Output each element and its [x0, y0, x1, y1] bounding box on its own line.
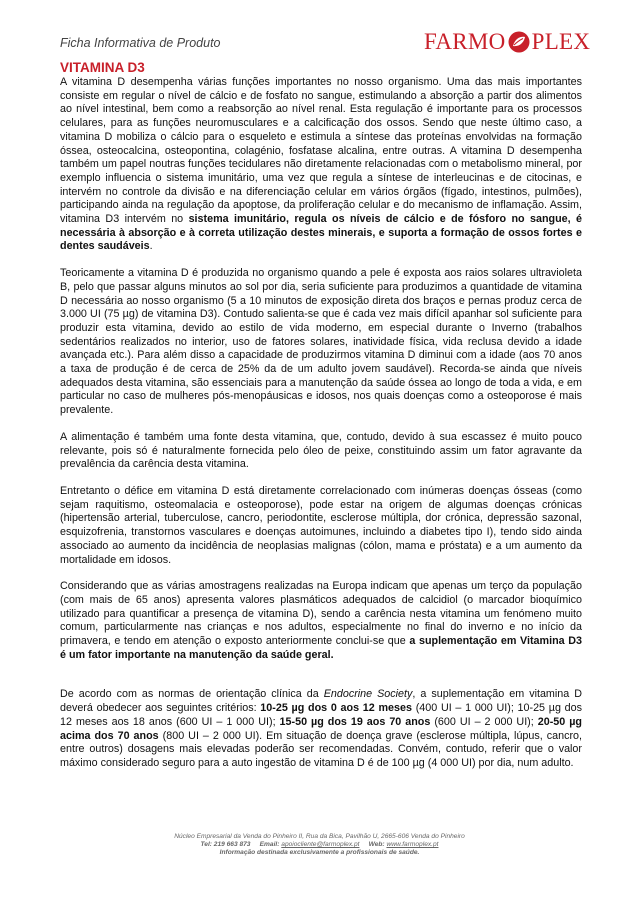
dose-19-70-years: 15-50 µg dos 19 aos 70 anos: [279, 715, 431, 728]
footer-tel: Tel: 219 663 873: [200, 841, 251, 849]
endocrine-society-ref: Endocrine Society: [323, 688, 413, 701]
paragraph-dosage: De acordo com as normas de orientação clínica da Endocrine Society, a suplementação em vitamina D deverá obedecer aos seguintes critérios: 10-25 µg dos 0 aos 12 meses (400 UI – 1 000 UI); 10-25 µg dos 12 meses aos 18 anos (600 UI – 1 000 UI); 15-50 µg dos 19 aos 70 anos (600 UI – 2 000 UI); 20-50 µg acima dos 70 anos (800 UI – 2 000 UI). Em situação de doença grave (esclerose múltipla, lúpus, cancro, entre outros) dosagens mais elevadas poderão ser recomendadas. Convém, contudo, referir que o valor máximo considerado seguro para a auto ingestão de vitamina D é de 100 µg (4 000 UI) por dia, num adulto.: [60, 688, 582, 769]
page-footer: [0, 833, 639, 858]
logo-text-right: PLEX: [531, 29, 591, 54]
leaf-logo-icon: [508, 31, 530, 53]
dose-over-70: 20-50 µg acima dos 70 anos: [60, 715, 582, 742]
footer-web-link[interactable]: www.farmoplex.pt: [386, 841, 439, 849]
document-title: VITAMINA D3: [60, 60, 145, 75]
paragraph-sun-exposure: Teoricamente a vitamina D é produzida no organismo quando a pele é exposta aos raios solares ultravioleta B, pelo que passar alguns minutos ao sol por dia, seria suficiente para produzimos a quantidade de vitamina D necessária ao nosso organismo (5 a 10 minutos de exposição direta dos braços e pernas produz cerca de 3.000 UI (75 µg) de vitamina D3). Contudo salienta-se que é cada vez mais difícil apanhar sol suficiente para produzir esta vitamina, devido ao estilo de vida moderno, em especial durante o Inverno (trabalhos sedentários realizados no interior, uso de fatores solares, inatividade física, vida reclusa devido a idade avançada etc.). Para além disso a capacidade de produzirmos vitamina D diminui com a idade (aos 70 anos a taxa de produção é de cerca de 25% da de um adulto jovem saudável). Recorda-se ainda que níveis adequados desta vitamina, são essenciais para a manutenção da saúde óssea ao longo de toda a vida, e em particular no caso de mulheres pós-menopáusicas e idosos, nos quais doenças como a osteoporose é mais prevalente.: [60, 267, 582, 417]
dose-0-12-months: 10-25 µg dos 0 aos 12 meses: [260, 702, 412, 715]
farmoplex-logo: [424, 30, 590, 54]
paragraph-deficiency: Entretanto o défice em vitamina D está diretamente correlacionado com inúmeras doenças ósseas (como sejam raquitismo, osteomalacia e osteoporose), pode estar na origem de algumas doenças crónicas (hipertensão arterial, tuberculose, cancro, periodontite, esclerose múltipla, dor crónica, depressão sazonal, esquizofrenia, transtornos vasculares e doenças autoimunes, incluindo a diabetes tipo I), tendo sido ainda associado ao aumento da incidência de neoplasias malignas (cólon, mama e próstata) e a um aumento da mortalidade em idosos.: [60, 484, 582, 566]
conclusion-highlight: a suplementação em Vitamina D3 é um fator importante na manutenção da saúde geral.: [60, 635, 582, 661]
intro-highlight: sistema imunitário, regula os níveis de cálcio e de fósforo no sangue, é necessária à absorção e à correta utilização destes minerais, e suporta a formação de ossos fortes e dentes saudáveis: [60, 213, 582, 253]
paragraph-diet: A alimentação é também uma fonte desta vitamina, que, contudo, devido à sua escassez é muito pouco relevante, pois só é naturalmente fornecida pelo óleo de peixe, constituindo assim um fator agravante da prevalência da carência desta vitamina.: [60, 430, 582, 471]
logo-text-left: FARMO: [424, 29, 506, 54]
footer-address: Núcleo Empresarial da Venda do Pinheiro II, Rua da Bica, Pavilhão U, 2665-606 Venda do Pinheiro: [174, 833, 465, 840]
paragraph-intro: A vitamina D desempenha várias funções importantes no nosso organismo. Uma das mais importantes consiste em regular o nível de cálcio e de fosfato no sangue, estimulando a absorção a partir dos alimentos ao nível intestinal, bem como a reabsorção ao nível renal. Esta regulação é importante para os processos celulares, para as funções neuromusculares e a calcificação dos ossos. Sendo que neste último caso, a vitamina D mobiliza o cálcio para o esqueleto e estimula a síntese das proteínas envolvidas na formação óssea, osteocalcina, osteopontina, colagénio, fosfatase alcalina, entre outras. A vitamina D desempenha também um papel noutras funções tecidulares não diretamente relacionadas com o metabolismo mineral, por exemplo influencia o sistema imunitário, uma vez que regula a síntese de interleucinas e de citocinas, e intervém no controle da divisão e na diferenciação celular em vários órgãos (fígado, intestinos, pulmões), participando ainda na regulação da apoptose, da proliferação celular e do mecanismo de inflamação. Assim, vitamina D3 intervém no sistema imunitário, regula os níveis de cálcio e de fósforo no sangue, é necessária à absorção e à correta utilização destes minerais, e suporta a formação de ossos fortes e dentes saudáveis.: [60, 76, 582, 253]
paragraph-conclusion: Considerando que as várias amostragens realizadas na Europa indicam que apenas um terço da população (com mais de 65 anos) apresenta valores plasmáticos adequados de calcidiol (o marcador bioquímico utilizado para quantificar a presença de vitamina D), sendo a carência nesta vitamina um fenómeno muito comum, particularmente nas crianças e nos adultos, especialmente no final do inverno e no início da primavera, e tendo em atenção o exposto anteriormente conclui-se que a suplementação em Vitamina D3 é um fator importante na manutenção da saúde geral.: [60, 580, 582, 661]
header-label: Ficha Informativa de Produto: [60, 36, 221, 50]
document-body: [60, 60, 582, 771]
footer-email-link[interactable]: apoiocliente@farmoplex.pt: [281, 841, 360, 849]
footer-contacts: Tel: 219 663 873 Email: apoiocliente@farmoplex.pt Web: www.farmoplex.pt: [200, 841, 439, 849]
footer-notice: Informação destinada exclusivamente a profissionais de saúde.: [219, 849, 420, 857]
